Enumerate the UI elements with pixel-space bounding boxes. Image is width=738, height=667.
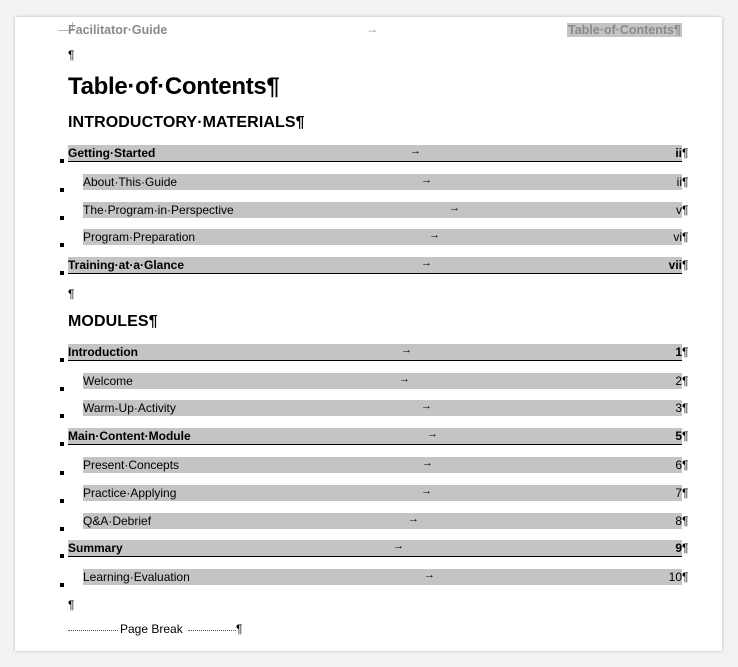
toc-entry[interactable]	[68, 344, 682, 361]
toc-entry-label: Learning·Evaluation	[83, 570, 190, 584]
toc-entry-label: Training·at·a·Glance	[68, 258, 185, 272]
paragraph-mark	[60, 554, 64, 558]
pilcrow: ¶	[682, 146, 689, 160]
paragraph-mark	[60, 471, 64, 475]
tab-arrow: →	[410, 145, 421, 157]
empty-paragraph[interactable]: ¶	[68, 287, 75, 301]
tab-arrow: →	[422, 457, 433, 469]
toc-entry[interactable]	[83, 229, 682, 245]
pilcrow: ¶	[682, 401, 689, 415]
toc-entry[interactable]	[83, 457, 682, 473]
paragraph-mark	[60, 216, 64, 220]
empty-paragraph[interactable]: ¶	[68, 48, 75, 62]
toc-entry-label: Q&A·Debrief	[83, 514, 152, 528]
toc-entry-label: Welcome	[83, 374, 133, 388]
toc-entry[interactable]	[83, 202, 682, 218]
empty-paragraph[interactable]: ¶	[68, 598, 75, 612]
pilcrow: ¶	[682, 429, 689, 443]
page-break-label: Page Break	[120, 622, 183, 636]
header-tab-arrow: →	[366, 22, 378, 36]
header-right-text	[567, 23, 682, 37]
toc-entry[interactable]	[83, 400, 682, 416]
toc-entry-page: 10	[668, 570, 682, 584]
tab-arrow: →	[421, 400, 432, 412]
document-page[interactable]	[15, 17, 722, 651]
toc-entry-page: vi	[673, 230, 682, 244]
toc-entry-page: ii	[676, 175, 682, 189]
toc-entry[interactable]	[83, 174, 682, 190]
toc-entry[interactable]	[83, 569, 682, 585]
pilcrow: ¶	[682, 203, 689, 217]
toc-entry[interactable]	[68, 145, 682, 162]
paragraph-mark	[60, 243, 64, 247]
pilcrow: ¶	[682, 230, 689, 244]
pilcrow: ¶	[682, 374, 689, 388]
toc-entry-label: Program·Preparation	[83, 230, 196, 244]
toc-entry[interactable]	[83, 373, 682, 389]
paragraph-mark	[60, 499, 64, 503]
section-heading-introductory[interactable]: INTRODUCTORY·MATERIALS¶	[68, 114, 305, 131]
tab-arrow: →	[399, 373, 410, 385]
paragraph-mark	[60, 414, 64, 418]
tab-arrow: →	[408, 513, 419, 525]
toc-entry-page: vii	[668, 258, 682, 272]
page-break-line-right	[188, 630, 236, 631]
page-title[interactable]: Table·of·Contents¶	[68, 73, 280, 100]
paragraph-mark	[60, 159, 64, 163]
page-break-pilcrow: ¶	[236, 622, 243, 636]
toc-entry-page: 5	[675, 429, 682, 443]
header-right-highlight: Table·of·Contents¶	[568, 23, 681, 37]
paragraph-mark	[60, 188, 64, 192]
paragraph-mark	[60, 387, 64, 391]
toc-entry-label: The·Program·in·Perspective	[83, 203, 234, 217]
pilcrow: ¶	[682, 345, 689, 359]
tab-arrow: →	[424, 569, 435, 581]
toc-entry-label: Introduction	[68, 345, 138, 359]
pilcrow: ¶	[682, 570, 689, 584]
pilcrow: ¶	[682, 458, 689, 472]
toc-entry-page: 7	[675, 486, 682, 500]
toc-entry-page: 3	[675, 401, 682, 415]
paragraph-mark	[60, 358, 64, 362]
toc-entry-page: ii	[675, 146, 682, 160]
toc-entry-page: 8	[675, 514, 682, 528]
toc-entry[interactable]	[83, 485, 682, 501]
toc-entry[interactable]	[68, 428, 682, 445]
tab-arrow: →	[401, 344, 412, 356]
tab-arrow: →	[421, 257, 432, 269]
toc-entry[interactable]	[68, 257, 682, 274]
toc-entry-page: 6	[675, 458, 682, 472]
paragraph-mark	[60, 527, 64, 531]
toc-entry[interactable]	[83, 513, 682, 529]
tab-arrow: →	[427, 428, 438, 440]
pilcrow: ¶	[682, 486, 689, 500]
toc-entry[interactable]	[68, 540, 682, 557]
toc-entry-page: 1	[675, 345, 682, 359]
tab-arrow: →	[429, 229, 440, 241]
section-heading-modules[interactable]: MODULES¶	[68, 313, 158, 330]
pilcrow: ¶	[682, 514, 689, 528]
tab-arrow: →	[421, 174, 432, 186]
toc-entry-label: Practice·Applying	[83, 486, 177, 500]
tab-arrow: →	[393, 540, 404, 552]
paragraph-mark	[60, 442, 64, 446]
toc-entry-label: Present·Concepts	[83, 458, 180, 472]
paragraph-mark	[60, 271, 64, 275]
toc-entry-page: 2	[675, 374, 682, 388]
pilcrow: ¶	[682, 541, 689, 555]
page-break[interactable]	[68, 622, 248, 636]
paragraph-mark	[60, 583, 64, 587]
pilcrow: ¶	[682, 175, 689, 189]
header-left-text: Facilitator·Guide	[68, 23, 168, 37]
tab-arrow: →	[449, 202, 460, 214]
page-break-line-left	[68, 630, 118, 631]
tab-arrow: →	[421, 485, 432, 497]
toc-entry-label: Summary	[68, 541, 123, 555]
toc-entry-page: v	[676, 203, 682, 217]
pilcrow: ¶	[682, 258, 689, 272]
toc-entry-label: Warm-Up·Activity	[83, 401, 176, 415]
toc-entry-label: About·This·Guide	[83, 175, 178, 189]
toc-entry-label: Getting·Started	[68, 146, 156, 160]
toc-entry-label: Main·Content·Module	[68, 429, 191, 443]
toc-entry-page: 9	[675, 541, 682, 555]
